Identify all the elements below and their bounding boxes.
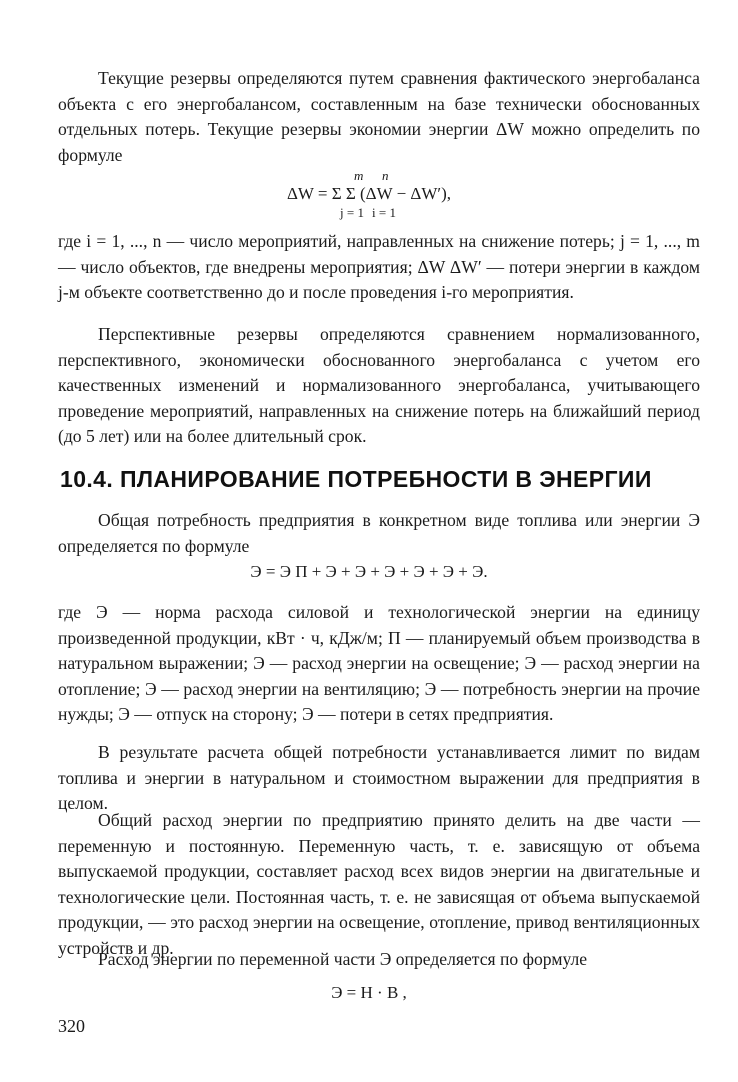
formula-current-reserves — [0, 168, 738, 230]
formula-sum-lower-limit-j: j = 1 — [340, 205, 364, 220]
paragraph-variable-part: Расход энергии по переменной части Э определяется по формуле — [98, 949, 588, 969]
paragraph-total-demand: Общая потребность предприятия в конкретном виде топлива или энергии Э определяется по формуле — [58, 510, 700, 556]
formula-sum-upper-limit-m: m — [354, 168, 364, 183]
formula-main-expression: ΔW = Σ Σ (ΔW − ΔW′), — [286, 184, 452, 203]
formula-variable-part: Э = Н · В , — [331, 983, 407, 1002]
paragraph-limit-setting: В результате расчета общей потребности устанавливается лимит по видам топлива и энергии в натуральном и стоимостном выражении для предприятия в целом. — [58, 742, 700, 814]
section-heading: 10.4. ПЛАНИРОВАНИЕ ПОТРЕБНОСТИ В ЭНЕРГИИ — [60, 466, 652, 492]
formula-sum-upper-limit-n: n — [382, 168, 389, 183]
page-number: 320 — [58, 1016, 85, 1036]
formula-sum-lower-limit-i: i = 1 — [372, 205, 396, 220]
formula-total-energy-demand: Э = Э П + Э + Э + Э + Э + Э + Э. — [250, 562, 488, 581]
paragraph-perspective-reserves: Перспективные резервы определяются сравнением нормализованного, перспективного, экономически обоснованного энергобаланса с учетом его качественных изменений и нормализованного энергобаланса, учитывающего проведение мероприятий, направленных на снижение потерь на ближайший период (до 5 лет) или на более длительный срок. — [58, 324, 700, 447]
paragraph-formula-legend-2: где Э — норма расхода силовой и технологической энергии на единицу произведенной продукции, кВт · ч, кДж/м; П — планируемый объем производства в натуральном выражении; Э — расход энергии на освещение; Э — расход энергии на отопление; Э — расход энергии на вентиляцию; Э — потребность энергии на прочие нужды; Э — отпуск на сторону; Э — потери в сетях предприятия. — [58, 602, 700, 725]
paragraph-energy-consumption-parts: Общий расход энергии по предприятию принято делить на две части — переменную и постоянную. Переменную часть, т. е. зависящую от объема выпускаемой продукции, составляет расход всех видов энергии на двигательные и технологические цели. Постоянная часть, т. е. не зависящая от объема выпускаемой продукции, — это расход энергии на освещение, отопление, привод вентиляционных устройств и др. — [58, 810, 700, 958]
paragraph-formula-legend-1: где i = 1, ..., n — число мероприятий, направленных на снижение потерь; j = 1, ..., m — число объектов, где внедрены мероприятия; ΔW ΔW′ — потери энергии в каждом j-м объекте соответственно до и после проведения i-го мероприятия. — [58, 231, 700, 303]
paragraph-current-reserves: Текущие резервы определяются путем сравнения фактического энергобаланса объекта с его энергобалансом, составленным на базе технически обоснованных отдельных потерь. Текущие резервы экономии энергии ΔW можно определить по формуле — [58, 68, 700, 165]
